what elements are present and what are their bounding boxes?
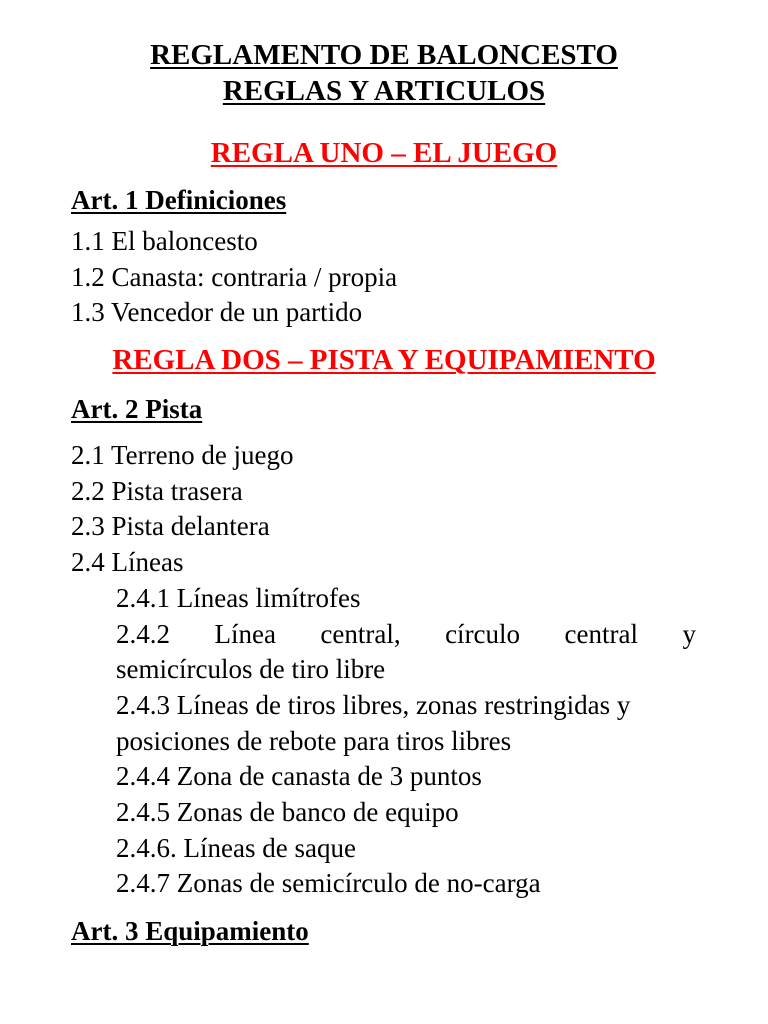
sub-list-item: 2.4.6. Líneas de saque	[116, 833, 356, 863]
word: Línea	[214, 619, 276, 649]
list-item: 2.2 Pista trasera	[71, 476, 243, 506]
list-item: 2.3 Pista delantera	[71, 511, 270, 541]
sub-list-item-continuation: semicírculos de tiro libre	[116, 654, 386, 684]
article-2-heading: Art. 2 Pista	[71, 394, 203, 424]
word: y	[682, 619, 696, 649]
sub-list-item: 2.4.3 Líneas de tiros libres, zonas restringidas y	[116, 690, 631, 720]
sub-list-item: 2.4.4 Zona de canasta de 3 puntos	[116, 761, 482, 791]
word: círculo	[445, 619, 521, 649]
list-item: 2.1 Terreno de juego	[71, 440, 294, 470]
rule-two-heading: REGLA DOS – PISTA Y EQUIPAMIENTO	[112, 344, 656, 376]
sub-list-item: 2.4.1 Líneas limítrofes	[116, 583, 361, 613]
word: 2.4.2	[116, 619, 170, 649]
sub-list-item: 2.4.7 Zonas de semicírculo de no-carga	[116, 868, 541, 898]
article-3-heading: Art. 3 Equipamiento	[71, 916, 309, 946]
document-title-line-2: REGLAS Y ARTICULOS	[222, 75, 546, 107]
sub-list-item-continuation: posiciones de rebote para tiros libres	[116, 726, 512, 756]
sub-list-item: 2.4.5 Zonas de banco de equipo	[116, 797, 459, 827]
article-1-heading: Art. 1 Definiciones	[71, 185, 287, 215]
document-title-line-1: REGLAMENTO DE BALONCESTO	[150, 39, 618, 71]
list-item: 1.1 El baloncesto	[71, 226, 258, 256]
list-item: 1.3 Vencedor de un partido	[71, 297, 363, 327]
list-item: 1.2 Canasta: contraria / propia	[71, 262, 398, 292]
list-item: 2.4 Líneas	[71, 547, 184, 577]
word: central,	[320, 619, 401, 649]
sub-list-item-justified	[116, 617, 696, 651]
word: central	[564, 619, 638, 649]
rule-one-heading: REGLA UNO – EL JUEGO	[210, 137, 558, 169]
